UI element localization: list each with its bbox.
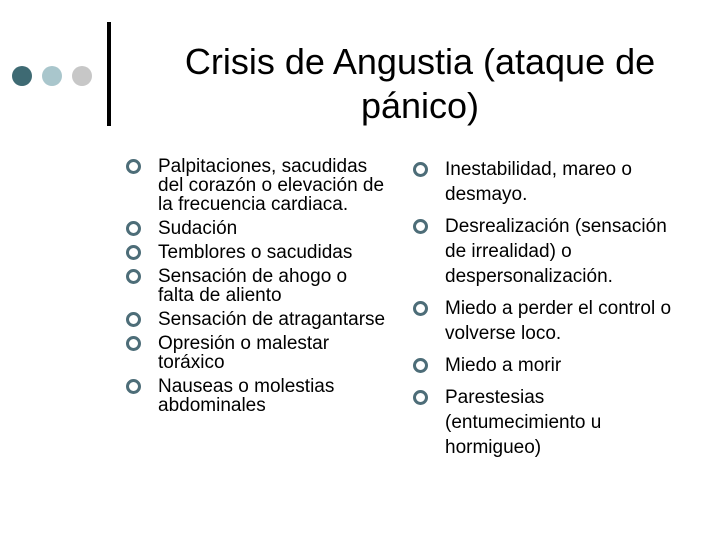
list-item-text: Desrealización (sensación de irrealidad) o despersonalización. — [445, 216, 667, 287]
list-item — [123, 219, 388, 238]
list-item — [410, 157, 675, 207]
list-item-text: Miedo a morir — [445, 355, 562, 376]
list-item — [123, 334, 388, 372]
list-item — [410, 353, 675, 378]
dot-gray — [72, 66, 92, 86]
list-item — [410, 214, 675, 289]
list-item — [123, 310, 388, 329]
list-item-text: Temblores o sacudidas — [158, 242, 353, 263]
bullet-icon — [413, 219, 428, 234]
bullet-icon — [126, 221, 141, 236]
list-item — [123, 267, 388, 305]
slide-title: Crisis de Angustia (ataque de pánico) — [184, 41, 656, 126]
bullet-icon — [126, 269, 141, 284]
list-item-text: Sudación — [158, 218, 238, 239]
right-bullet-list — [410, 157, 675, 467]
list-item-text: Sensación de atragantarse — [158, 309, 386, 330]
list-item-text: Sensación de ahogo o falta de aliento — [158, 266, 348, 306]
bullet-icon — [126, 159, 141, 174]
list-item — [410, 296, 675, 346]
bullet-icon — [413, 301, 428, 316]
title-divider-bar — [107, 22, 111, 126]
list-item-text: Inestabilidad, mareo o desmayo. — [445, 159, 632, 205]
bullet-icon — [126, 379, 141, 394]
list-item-text: Opresión o malestar toráxico — [158, 333, 330, 373]
bullet-icon — [126, 336, 141, 351]
bullet-icon — [413, 162, 428, 177]
list-item — [123, 243, 388, 262]
list-item-text: Nauseas o molestias abdominales — [158, 376, 335, 416]
list-item-text: Parestesias (entumecimiento u hormigueo) — [445, 387, 602, 458]
list-item — [123, 157, 388, 214]
bullet-icon — [126, 312, 141, 327]
left-bullet-list — [123, 157, 388, 420]
list-item-text: Miedo a perder el control o volverse loco. — [445, 298, 672, 344]
bullet-icon — [413, 390, 428, 405]
dot-dark — [12, 66, 32, 86]
dot-light-teal — [42, 66, 62, 86]
bullet-icon — [413, 358, 428, 373]
list-item — [410, 385, 675, 460]
bullet-icon — [126, 245, 141, 260]
list-item-text: Palpitaciones, sacudidas del corazón o elevación de la frecuencia cardiaca. — [158, 156, 385, 215]
list-item — [123, 377, 388, 415]
